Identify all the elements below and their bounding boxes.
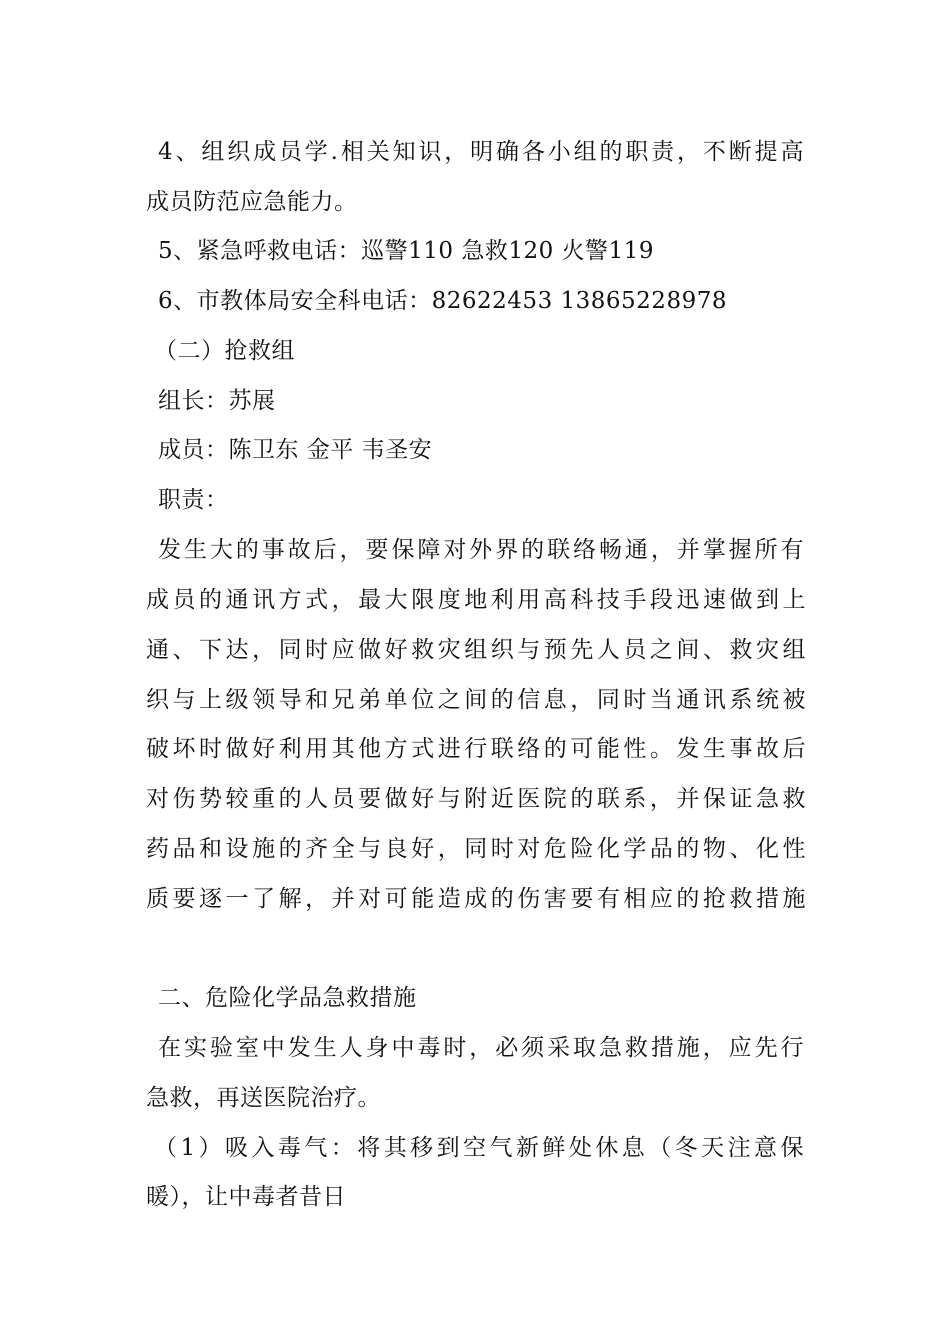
text-line-3: 5、紧急呼救电话：巡警110 急救120 火警119 [158,238,654,264]
text-line-19: 急救，再送医院治疗。 [146,1085,381,1111]
text-line-10: 成员的通讯方式，最大限度地利用高科技手段迅速做到上 [146,587,806,613]
text-line-9: 发生大的事故后，要保障对外界的联络畅通，并掌握所有 [158,537,804,563]
text-line-2: 成员防范应急能力。 [146,189,358,215]
text-line-6: 组长：苏展 [158,388,276,414]
section-heading: 二、危险化学品急救措施 [158,985,417,1011]
text-line-15: 药品和设施的齐全与良好，同时对危险化学品的物、化性 [146,836,806,862]
text-line-8: 职责： [158,487,229,513]
text-line-14: 对伤势较重的人员要做好与附近医院的联系，并保证急救 [146,786,806,812]
text-line-13: 破坏时做好利用其他方式进行联络的可能性。发生事故后 [146,736,806,762]
text-line-18: 在实验室中发生人身中毒时，必须采取急救措施，应先行 [158,1035,804,1061]
text-line-11: 通、下达，同时应做好救灾组织与预先人员之间、救灾组 [146,637,806,663]
text-line-20: （1）吸入毒气：将其移到空气新鲜处休息（冬天注意保 [154,1135,804,1161]
text-line-1: 4、组织成员学.相关知识，明确各小组的职责，不断提高 [158,139,804,165]
text-line-12: 织与上级领导和兄弟单位之间的信息，同时当通讯系统被 [146,687,806,713]
text-line-21: 暖），让中毒者昔日 [146,1184,346,1210]
text-line-16: 质要逐一了解，并对可能造成的伤害要有相应的抢救措施 [146,886,806,912]
text-line-7: 成员：陈卫东 金平 韦圣安 [158,437,433,463]
text-line-4: 6、市教体局安全科电话：82622453 13865228978 [158,288,727,314]
text-line-5: （二）抢救组 [154,338,295,364]
